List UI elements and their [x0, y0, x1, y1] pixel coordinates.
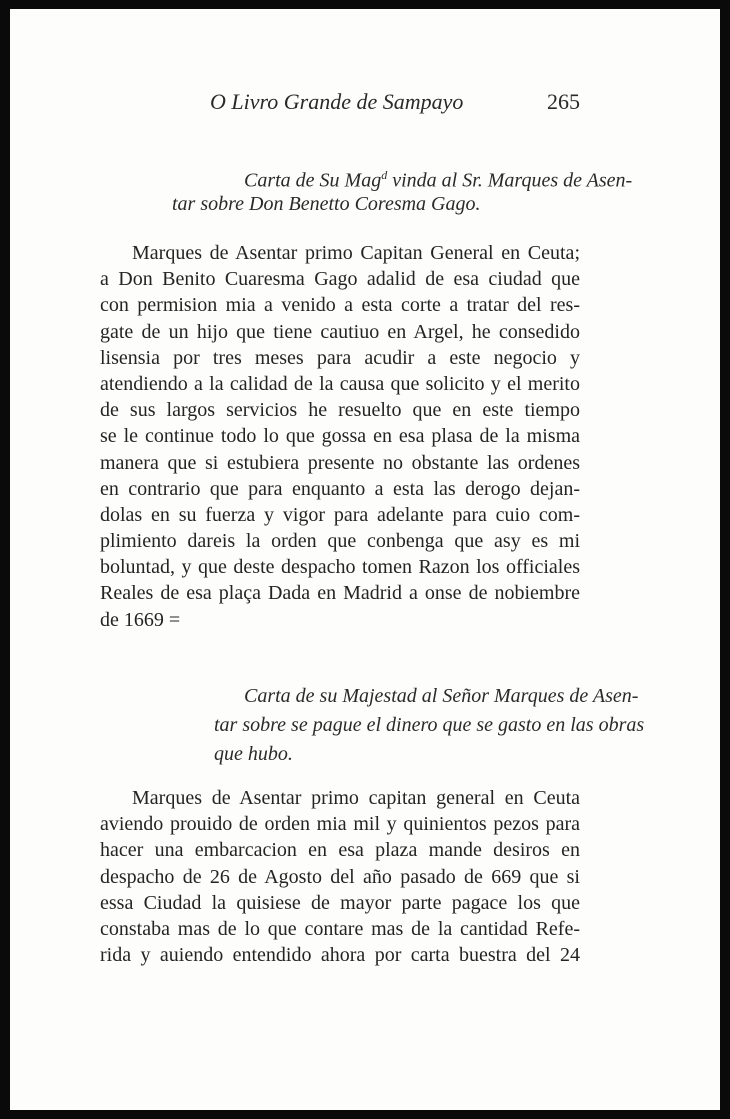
text-line: Reales de esa plaça Dada en Madrid a onse de nobiembre: [100, 582, 580, 605]
text-line: essa Ciudad la quisiese de mayor parte pagace los que: [100, 891, 580, 914]
letter-2-body: [100, 785, 580, 968]
letter-1-title-line: Carta de Su Mag$^d$ vinda al Sr. Marques de Asen-: [244, 168, 633, 192]
text-line: boluntad, y que deste despacho tomen Razon los officiales: [100, 556, 580, 579]
text-line: a Don Benito Cuaresma Gago adalid de esa ciudad que: [100, 268, 580, 291]
text-line: con permision mia a venido a esta corte a tratar del res-: [100, 294, 580, 317]
page-number: 265: [547, 89, 580, 114]
text-line: de 1669 =: [100, 608, 181, 631]
text-line: se le continue todo lo que gossa en esa plasa de la misma: [100, 425, 580, 448]
letter-2-title-line: Carta de su Majestad al Señor Marques de Asen-: [244, 685, 639, 707]
letter-1-body: [100, 240, 580, 633]
text-line: constaba mas de lo que contare mas de la cantidad Refe-: [100, 917, 580, 940]
text-line: atendiendo a la calidad de la causa que solicito y el merito: [100, 372, 580, 395]
text-line: despacho de 26 de Agosto del año pasado de 669 que si: [100, 865, 580, 888]
text-line: aviendo prouido de orden mia mil y quinientos pezos para: [100, 813, 580, 836]
text-line: Marques de Asentar primo Capitan General en Ceuta;: [132, 242, 580, 264]
text-line: rida y auiendo entendido ahora por carta buestra del 24: [100, 944, 580, 967]
running-title: O Livro Grande de Sampayo: [210, 89, 464, 114]
letter-1-title: [100, 161, 633, 219]
text-line: Marques de Asentar primo capitan general en Ceuta: [132, 787, 580, 809]
text-line: manera que si estubiera presente no obstante las ordenes: [100, 451, 580, 474]
text-line: gate de un hijo que tiene cautiuo en Argel, he consedido: [100, 320, 580, 343]
text-line: dolas en su fuerza y vigor para adelante para cuio com-: [100, 503, 580, 526]
letter-2-title: [100, 682, 645, 769]
text-line: hacer una embarcacion en esa plaza mande desiros en: [100, 839, 580, 862]
letter-1-title-line: tar sobre Don Benetto Coresma Gago.: [172, 193, 481, 215]
page-header: [100, 89, 580, 119]
text-line: de sus largos servicios he resuelto que en este tiempo: [100, 399, 580, 422]
letter-2-title-line: tar sobre se pague el dinero que se gasto en las obras: [214, 714, 645, 736]
text-line: lisensia por tres meses para acudir a este negocio y: [100, 346, 580, 369]
text-line: en contrario que para enquanto a esta las derogo dejan-: [100, 477, 580, 500]
letter-2-title-line: que hubo.: [214, 743, 293, 765]
text-line: plimiento dareis la orden que conbenga que asy es mi: [100, 530, 580, 553]
